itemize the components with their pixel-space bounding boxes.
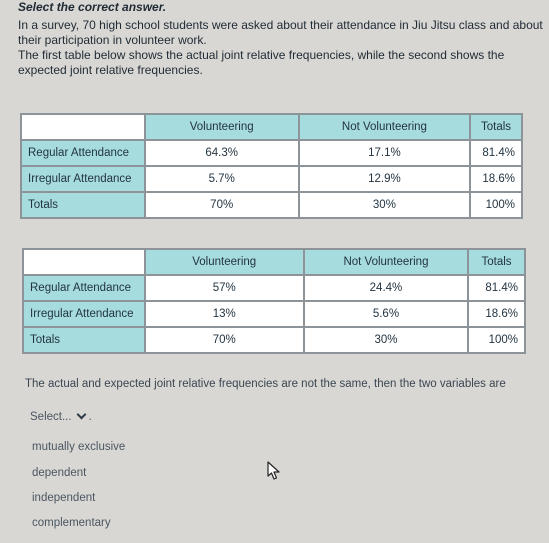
survey-description: In a survey, 70 high school students were asked about their attendance in Jiu Jitsu class and about their participation in volunteer work.	[18, 18, 543, 47]
expected-frequency-table	[22, 248, 526, 354]
col-header-not-volunteering: Not Volunteering	[299, 114, 470, 140]
table-corner-cell	[21, 114, 145, 140]
table-cell: 70%	[145, 192, 299, 218]
table-row	[21, 192, 522, 218]
chevron-down-icon	[76, 410, 86, 420]
col-header-volunteering: Volunteering	[145, 249, 304, 275]
table-row	[21, 140, 522, 166]
table-cell: 100%	[470, 192, 522, 218]
row-label: Irregular Attendance	[21, 166, 145, 192]
col-header-totals: Totals	[468, 249, 525, 275]
table-cell: 70%	[145, 327, 304, 353]
table-cell: 81.4%	[470, 140, 522, 166]
option-dependent[interactable]: dependent	[32, 467, 87, 479]
table-cell: 57%	[145, 275, 304, 301]
col-header-volunteering: Volunteering	[145, 114, 299, 140]
table-header-row	[21, 114, 522, 140]
row-label: Totals	[23, 327, 145, 353]
instruction-text: Select the correct answer.	[18, 0, 167, 14]
table-cell: 18.6%	[468, 301, 525, 327]
mouse-pointer-icon	[267, 461, 281, 481]
row-label: Regular Attendance	[23, 275, 145, 301]
option-independent[interactable]: independent	[32, 492, 96, 504]
table-cell: 13%	[145, 301, 304, 327]
row-label: Totals	[21, 192, 145, 218]
table-row	[23, 301, 525, 327]
table-corner-cell	[23, 249, 145, 275]
table-cell: 30%	[299, 192, 470, 218]
table-cell: 12.9%	[299, 166, 470, 192]
col-header-totals: Totals	[470, 114, 522, 140]
table-description: The first table below shows the actual joint relative frequencies, while the second shows the expected joint relative frequencies.	[18, 48, 505, 77]
dropdown-placeholder: Select...	[30, 411, 72, 423]
row-label: Irregular Attendance	[23, 301, 145, 327]
table-cell: 5.7%	[145, 166, 299, 192]
table-row	[23, 275, 525, 301]
answer-dropdown[interactable]	[30, 411, 92, 423]
table-cell: 81.4%	[468, 275, 525, 301]
question-text: The actual and expected joint relative frequencies are not the same, then the two variables are	[25, 378, 506, 390]
table-cell: 30%	[304, 327, 468, 353]
table-row	[21, 166, 522, 192]
col-header-not-volunteering: Not Volunteering	[304, 249, 468, 275]
table-cell: 24.4%	[304, 275, 468, 301]
table-cell: 17.1%	[299, 140, 470, 166]
question-header	[18, 0, 543, 78]
sentence-period: .	[88, 411, 92, 423]
table-cell: 5.6%	[304, 301, 468, 327]
table-cell: 100%	[468, 327, 525, 353]
option-complementary[interactable]: complementary	[32, 517, 111, 529]
table-row	[23, 327, 525, 353]
row-label: Regular Attendance	[21, 140, 145, 166]
table-cell: 64.3%	[145, 140, 299, 166]
table-cell: 18.6%	[470, 166, 522, 192]
actual-frequency-table	[20, 113, 523, 219]
option-mutually-exclusive[interactable]: mutually exclusive	[32, 441, 126, 453]
table-header-row	[23, 249, 525, 275]
